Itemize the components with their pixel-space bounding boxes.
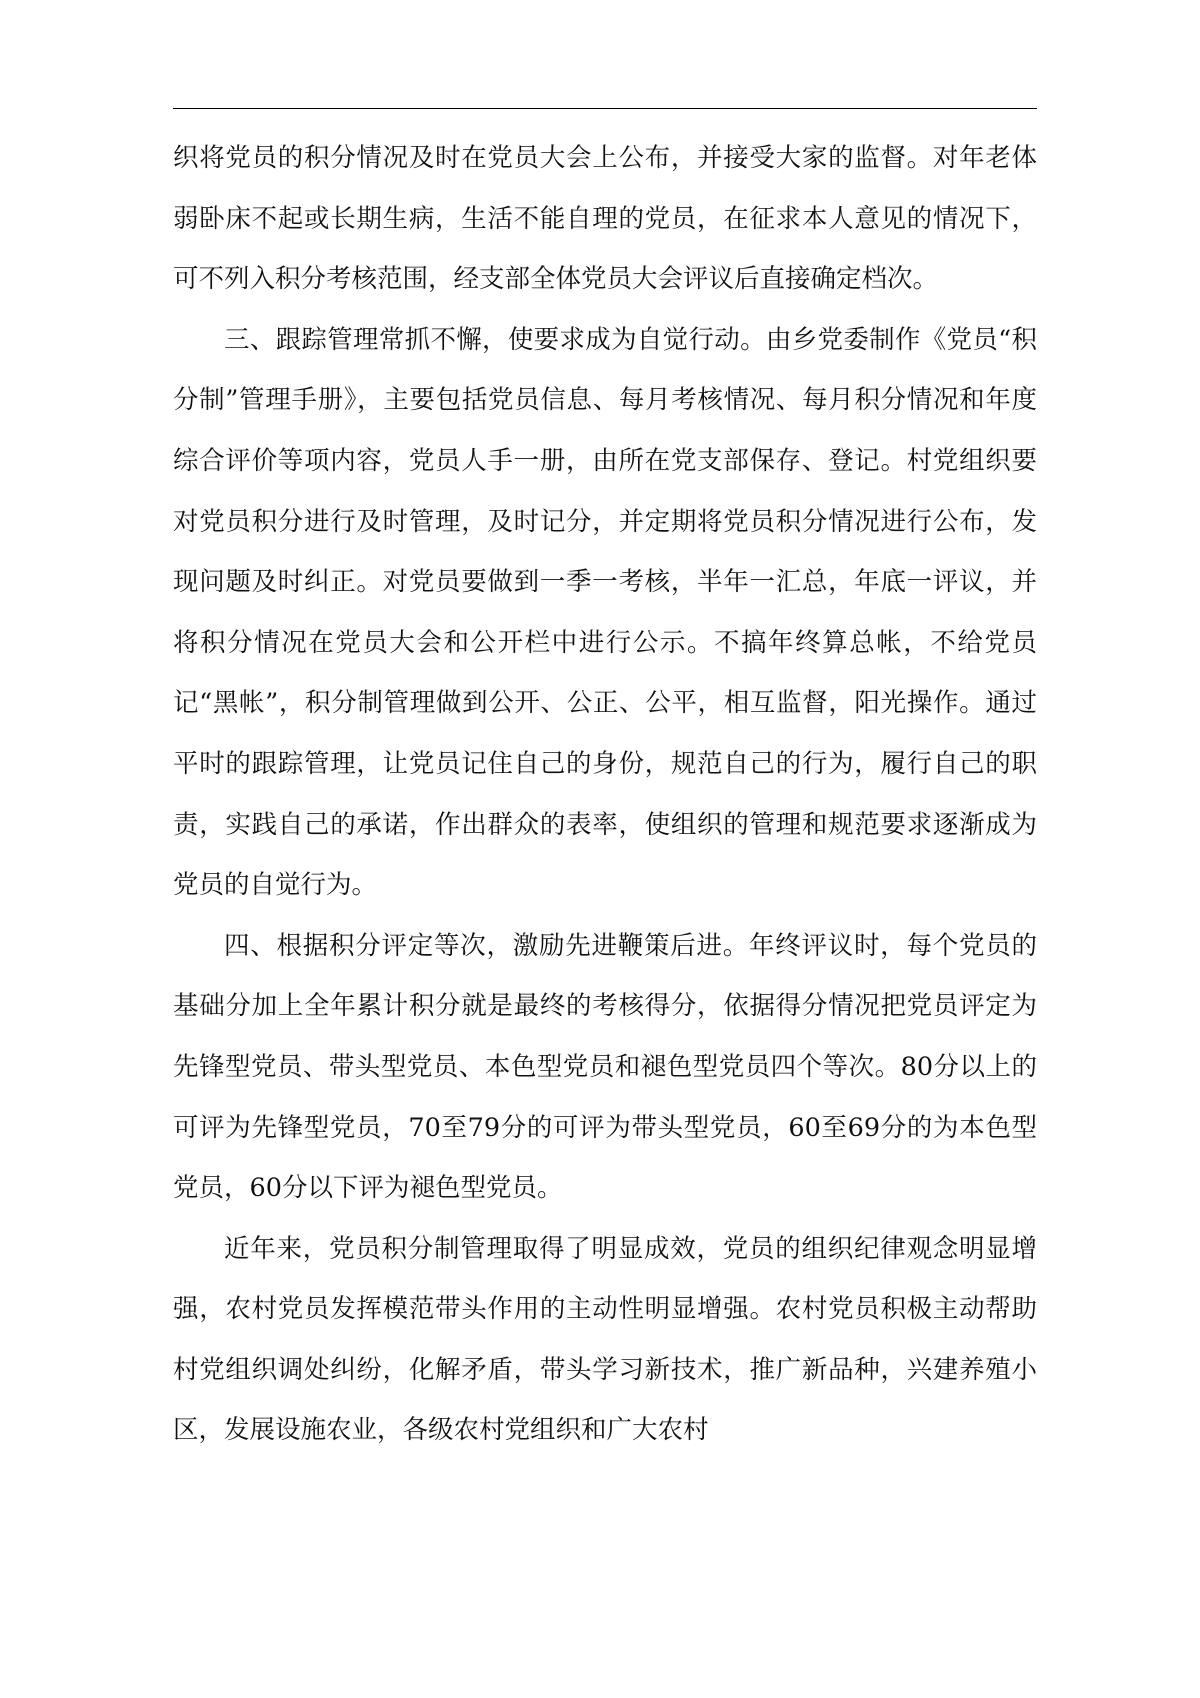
paragraph-continuation: 织将党员的积分情况及时在党员大会上公布，并接受大家的监督。对年老体弱卧床不起或长期生病，生活不能自理的党员，在征求本人意见的情况下，可不列入积分考核范围，经支部全体党员大会评议后直接确定档次。	[173, 143, 1037, 295]
document-body	[173, 128, 1037, 1461]
paragraph-section-four: 四、根据积分评定等次，激励先进鞭策后进。年终评议时，每个党员的基础分加上全年累计积分就是最终的考核得分，依据得分情况把党员评定为先锋型党员、带头型党员、本色型党员和褪色型党员四个等次。80分以上的可评为先锋型党员，70至79分的可评为带头型党员，60至69分的为本色型党员，60分以下评为褪色型党员。	[173, 930, 1037, 1204]
header-divider	[173, 108, 1037, 109]
paragraph-results: 近年来，党员积分制管理取得了明显成效，党员的组织纪律观念明显增强，农村党员发挥模范带头作用的主动性明显增强。农村党员积极主动帮助村党组织调处纠纷，化解矛盾，带头学习新技术，推广新品种，兴建养殖小区，发展设施农业，各级农村党组织和广大农村	[173, 1233, 1037, 1446]
paragraph-section-three: 三、跟踪管理常抓不懈，使要求成为自觉行动。由乡党委制作《党员“积分制”管理手册》，主要包括党员信息、每月考核情况、每月积分情况和年度综合评价等项内容，党员人手一册，由所在党支部保存、登记。村党组织要对党员积分进行及时管理，及时记分，并定期将党员积分情况进行公布，发现问题及时纠正。对党员要做到一季一考核，半年一汇总，年底一评议，并将积分情况在党员大会和公开栏中进行公示。不搞年终算总帐，不给党员记“黑帐”，积分制管理做到公开、公正、公平，相互监督，阳光操作。通过平时的跟踪管理，让党员记住自己的身份，规范自己的行为，履行自己的职责，实践自己的承诺，作出群众的表率，使组织的管理和规范要求逐渐成为党员的自觉行为。	[173, 324, 1037, 901]
